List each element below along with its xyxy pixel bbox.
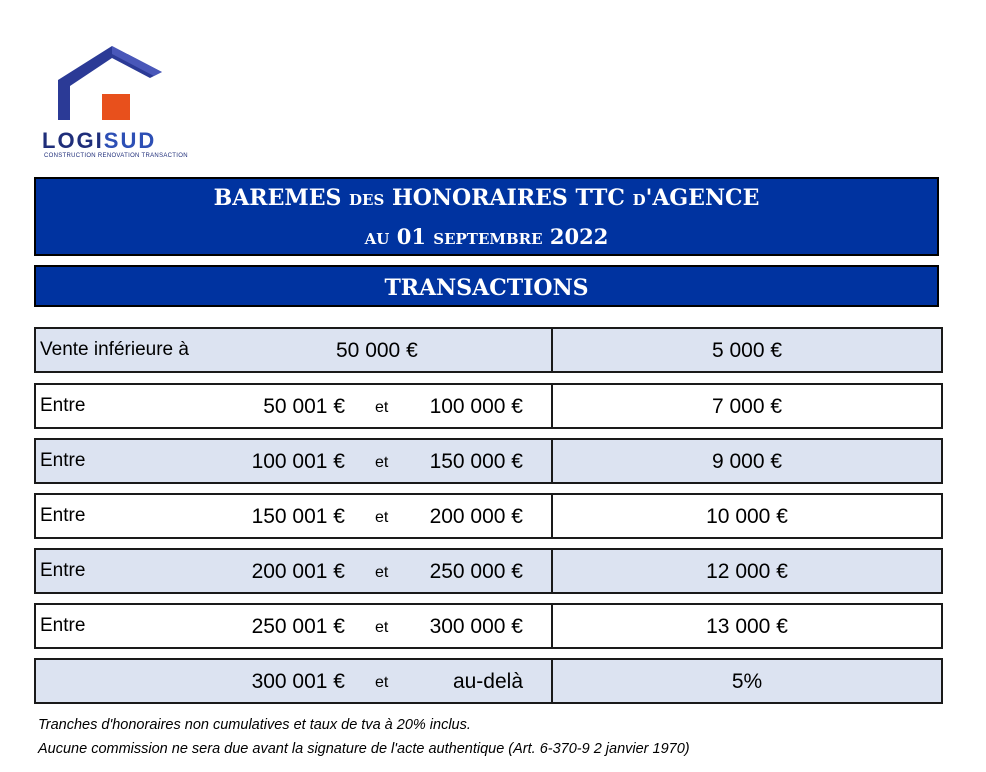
title-banner <box>34 177 939 256</box>
logisud-logo <box>40 40 200 165</box>
row-fee: 10 000 € <box>706 505 788 528</box>
footnote-commission: Aucune commission ne sera due avant la signature de l'acte authentique (Art. 6-370-9 2 janvier 1970) <box>38 741 690 757</box>
row-to: au-delà <box>452 670 523 693</box>
row-label: Entre <box>40 450 86 471</box>
row-from: 50 001 € <box>263 395 345 418</box>
row-from: 150 001 € <box>251 505 345 528</box>
title-line-1 <box>36 185 937 211</box>
row-from: 250 001 € <box>251 615 345 638</box>
row-label: Entre <box>40 395 86 416</box>
footnote-vat: Tranches d'honoraires non cumulatives et taux de tva à 20% inclus. <box>38 717 471 733</box>
row-label: Entre <box>40 560 86 581</box>
fee-row-6 <box>34 603 943 649</box>
fee-row-7 <box>34 658 943 704</box>
row-to: 250 000 € <box>429 560 523 583</box>
row-fee: 7 000 € <box>711 395 783 418</box>
row-to: 300 000 € <box>429 615 523 638</box>
row-et: et <box>375 454 389 471</box>
logo-wordmark <box>42 128 156 154</box>
fee-row-4 <box>34 493 943 539</box>
logo-tagline: CONSTRUCTION RENOVATION TRANSACTION <box>44 153 188 159</box>
fee-row-5 <box>34 548 943 594</box>
title-text-c: HONORAIRES TTC <box>384 185 633 211</box>
house-roof-icon <box>54 42 166 122</box>
logo-name-sud: SUD <box>103 128 157 153</box>
row-et: et <box>375 619 389 636</box>
section-title: TRANSACTIONS <box>384 275 589 301</box>
row-et: et <box>375 674 389 691</box>
row-label: Entre <box>40 505 86 526</box>
date-text-a: au <box>364 224 390 249</box>
title-text-a: BAREMES <box>213 185 350 211</box>
fee-row-1 <box>34 327 943 373</box>
row-to: 200 000 € <box>429 505 523 528</box>
fee-row-3 <box>34 438 943 484</box>
row-et: et <box>375 564 389 581</box>
row-from: 200 001 € <box>251 560 345 583</box>
title-text-d: d'AGENCE <box>632 185 760 211</box>
row-fee: 5% <box>731 670 763 693</box>
row-to: 100 000 € <box>429 395 523 418</box>
row-et: et <box>375 399 389 416</box>
title-text-b: des <box>349 185 385 211</box>
title-line-2 <box>36 224 937 249</box>
row-from: 300 001 € <box>251 670 345 693</box>
date-text-b: 01 <box>389 224 434 249</box>
date-text-d: 2022 <box>542 224 609 249</box>
section-banner <box>34 265 939 307</box>
row-from: 100 001 € <box>251 450 345 473</box>
fee-row-2 <box>34 383 943 429</box>
row-fee: 9 000 € <box>711 450 783 473</box>
row-to: 150 000 € <box>429 450 523 473</box>
row-fee: 12 000 € <box>706 560 788 583</box>
row-amount: 50 000 € <box>336 339 418 362</box>
row-label: Vente inférieure à <box>40 339 189 360</box>
row-et: et <box>375 509 389 526</box>
row-fee: 5 000 € <box>711 339 783 362</box>
date-text-c: septembre <box>433 224 543 249</box>
row-fee: 13 000 € <box>706 615 788 638</box>
logo-name-logi: LOGI <box>42 128 104 153</box>
row-label: Entre <box>40 615 86 636</box>
